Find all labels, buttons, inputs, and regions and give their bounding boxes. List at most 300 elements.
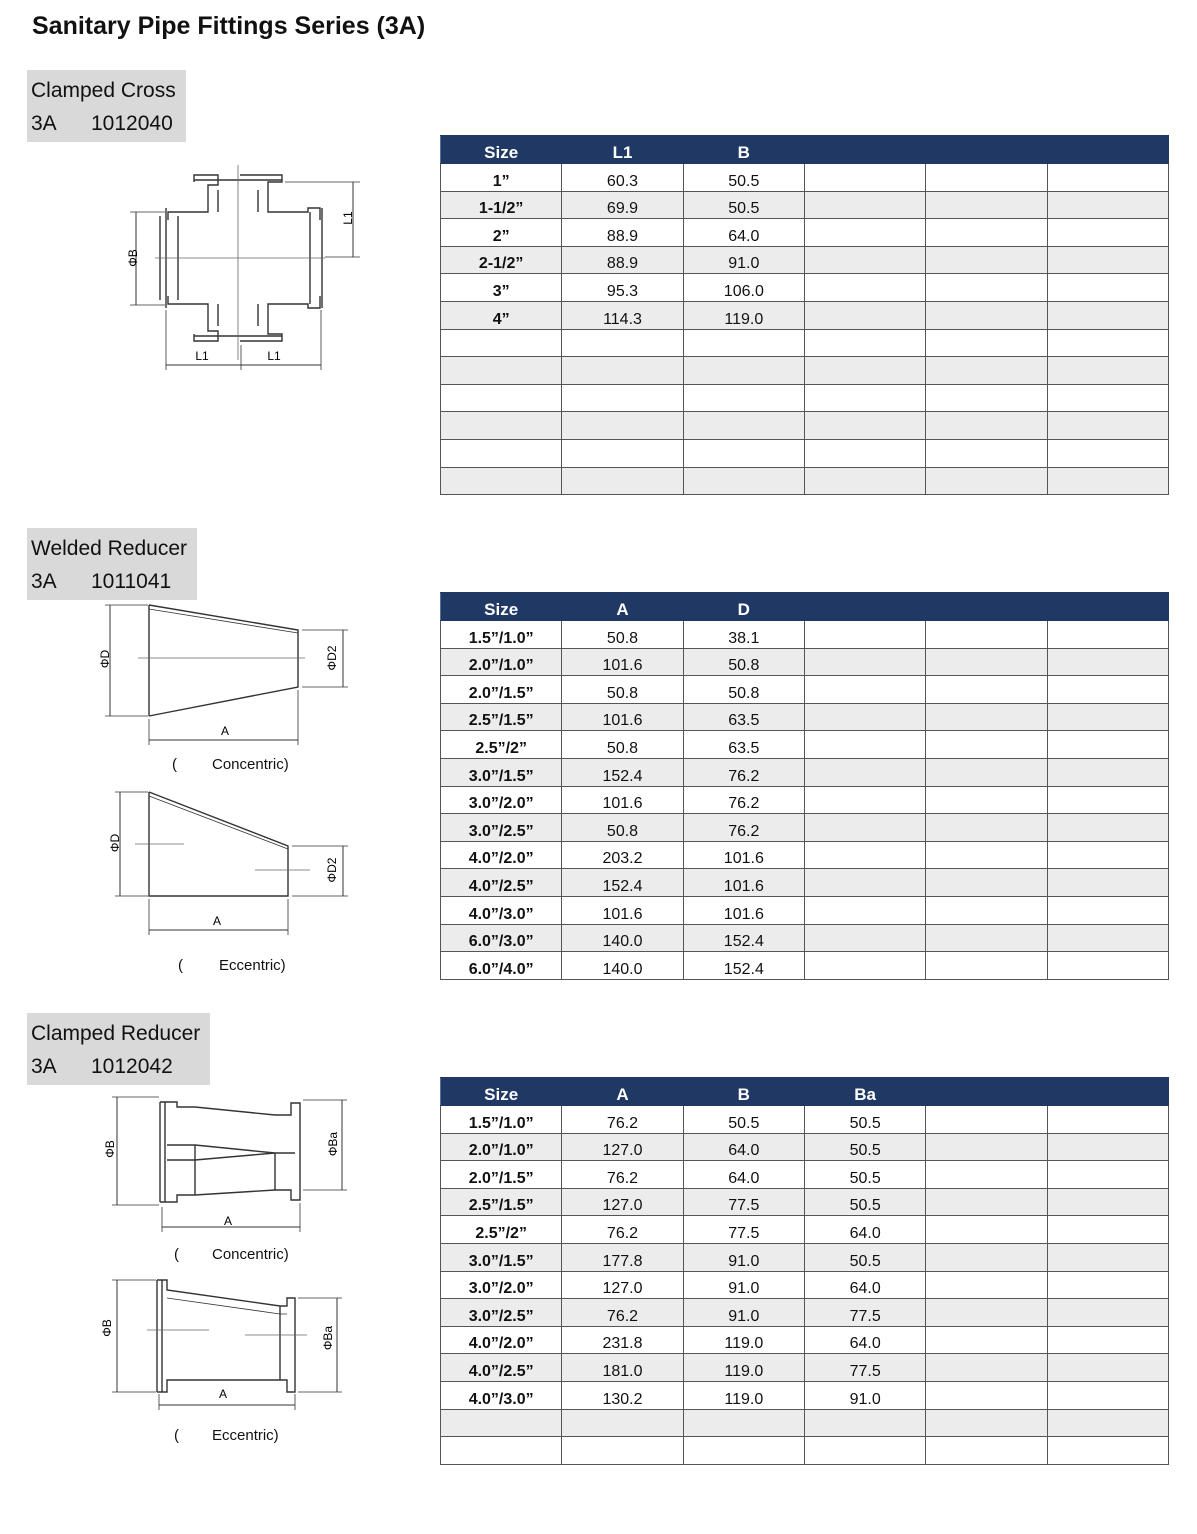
value-cell [1047,814,1168,842]
value-cell: 64.0 [683,1161,804,1189]
value-cell: 119.0 [683,1326,804,1354]
size-cell: 1-1/2” [441,191,562,219]
value-cell [926,439,1047,467]
value-cell [1047,703,1168,731]
value-cell [804,621,925,649]
dim-a-label: A [218,1387,228,1401]
product-code: 1012040 [91,112,173,135]
value-cell [926,1326,1047,1354]
caption-paren: ( [172,756,177,773]
value-cell [926,1216,1047,1244]
table-row [441,274,1169,302]
size-cell: 1.5”/1.0” [441,1106,562,1134]
value-cell: 127.0 [562,1271,683,1299]
value-cell: 76.2 [562,1106,683,1134]
table-row [441,1381,1169,1409]
value-cell [804,301,925,329]
value-cell [804,274,925,302]
value-cell [804,439,925,467]
value-cell: 152.4 [683,924,804,952]
caption-eccentric: Eccentric) [212,1427,279,1444]
value-cell [804,1409,925,1437]
size-cell [441,1437,562,1465]
value-cell [926,924,1047,952]
value-cell [926,703,1047,731]
column-header: A [562,1078,683,1106]
column-header [1047,1078,1168,1106]
size-cell: 2.5”/2” [441,1216,562,1244]
table-row [441,1271,1169,1299]
value-cell [1047,786,1168,814]
value-cell [926,758,1047,786]
size-cell: 4” [441,301,562,329]
value-cell [926,357,1047,385]
size-cell [441,412,562,440]
value-cell [1047,952,1168,980]
value-cell [926,191,1047,219]
table-row [441,219,1169,247]
size-cell: 2.5”/1.5” [441,1188,562,1216]
value-cell [804,786,925,814]
table-row [441,1216,1169,1244]
size-cell: 3.0”/1.5” [441,1243,562,1271]
dim-l1-vertical-label: L1 [341,211,355,225]
value-cell [804,703,925,731]
value-cell [926,1133,1047,1161]
table-row [441,814,1169,842]
size-cell [441,357,562,385]
value-cell: 152.4 [562,758,683,786]
table-header-row [441,136,1169,164]
table-row [441,246,1169,274]
value-cell: 114.3 [562,301,683,329]
value-cell [562,384,683,412]
table-row [441,1161,1169,1189]
value-cell: 177.8 [562,1243,683,1271]
value-cell [1047,1299,1168,1327]
value-cell: 181.0 [562,1354,683,1382]
value-cell [926,1381,1047,1409]
value-cell [926,952,1047,980]
value-cell [926,329,1047,357]
table-row [441,329,1169,357]
value-cell [804,357,925,385]
value-cell [926,1161,1047,1189]
size-cell: 2.5”/1.5” [441,703,562,731]
column-header: L1 [562,136,683,164]
size-cell: 4.0”/2.0” [441,841,562,869]
value-cell: 50.5 [804,1133,925,1161]
value-cell [683,1409,804,1437]
table-row [441,1133,1169,1161]
caption-paren: ( [174,1246,179,1263]
value-cell [1047,1161,1168,1189]
value-cell: 203.2 [562,841,683,869]
section-code-line [31,1050,200,1083]
dim-ba-label: ΦBa [326,1131,340,1157]
value-cell [683,329,804,357]
value-cell: 50.5 [683,1106,804,1134]
value-cell: 69.9 [562,191,683,219]
size-cell [441,384,562,412]
welded-reducer-table [440,592,1169,980]
table-row [441,952,1169,980]
value-cell [1047,1326,1168,1354]
value-cell: 140.0 [562,952,683,980]
table-row [441,896,1169,924]
value-cell: 91.0 [683,1243,804,1271]
column-header: B [683,1078,804,1106]
value-cell [1047,924,1168,952]
section-label-welded-reducer [27,528,197,600]
dim-b-label: ΦB [100,1319,114,1337]
clamped-reducer-concentric-drawing [95,1085,355,1235]
welded-reducer-eccentric-drawing [100,787,360,937]
column-header [804,593,925,621]
value-cell [1047,731,1168,759]
value-cell: 88.9 [562,219,683,247]
value-cell [926,814,1047,842]
size-cell: 2.0”/1.0” [441,648,562,676]
value-cell [926,467,1047,495]
value-cell: 127.0 [562,1188,683,1216]
caption-paren: ( [174,1427,179,1444]
value-cell [562,412,683,440]
size-cell: 3.0”/2.5” [441,814,562,842]
value-cell: 106.0 [683,274,804,302]
value-cell [1047,439,1168,467]
value-cell [1047,219,1168,247]
value-cell: 50.5 [804,1161,925,1189]
clamped-cross-table [440,135,1169,495]
value-cell: 101.6 [683,896,804,924]
value-cell: 63.5 [683,703,804,731]
value-cell: 64.0 [683,1133,804,1161]
value-cell: 63.5 [683,731,804,759]
series-label: 3A [31,112,57,135]
value-cell [562,357,683,385]
table-row [441,841,1169,869]
dim-a-label: A [220,724,230,738]
table-row [441,191,1169,219]
value-cell [926,1354,1047,1382]
size-cell: 3.0”/2.0” [441,1271,562,1299]
value-cell [804,219,925,247]
table-row [441,924,1169,952]
table-row [441,786,1169,814]
dim-ba-label: ΦBa [321,1325,335,1351]
table-row [441,648,1169,676]
value-cell: 91.0 [683,1271,804,1299]
value-cell [683,357,804,385]
table-row [441,467,1169,495]
value-cell [1047,329,1168,357]
value-cell [562,1437,683,1465]
table-row [441,758,1169,786]
clamped-reducer-eccentric-drawing [95,1270,355,1415]
clamped-cross-drawing [110,160,370,375]
value-cell [1047,191,1168,219]
welded-reducer-concentric-drawing [90,597,360,747]
table-row [441,1299,1169,1327]
value-cell [926,1271,1047,1299]
size-cell: 1” [441,164,562,192]
table-row [441,869,1169,897]
value-cell [926,841,1047,869]
size-cell: 4.0”/2.0” [441,1326,562,1354]
value-cell: 119.0 [683,301,804,329]
value-cell [926,164,1047,192]
table-row [441,357,1169,385]
value-cell [804,246,925,274]
value-cell [804,329,925,357]
value-cell: 50.8 [683,676,804,704]
value-cell [1047,384,1168,412]
value-cell: 76.2 [562,1161,683,1189]
value-cell: 130.2 [562,1381,683,1409]
value-cell [926,246,1047,274]
value-cell: 77.5 [804,1354,925,1382]
value-cell [804,731,925,759]
size-cell [441,1409,562,1437]
value-cell [1047,1133,1168,1161]
value-cell [926,1188,1047,1216]
value-cell: 76.2 [683,786,804,814]
dim-a-label: A [223,1214,233,1228]
value-cell: 60.3 [562,164,683,192]
value-cell [926,676,1047,704]
value-cell [1047,1271,1168,1299]
value-cell [1047,1243,1168,1271]
size-cell [441,439,562,467]
dim-l1-left-label: L1 [195,349,209,363]
column-header [804,136,925,164]
column-header [1047,593,1168,621]
value-cell [926,621,1047,649]
size-cell: 3.0”/1.5” [441,758,562,786]
value-cell: 64.0 [683,219,804,247]
value-cell: 152.4 [683,952,804,980]
value-cell: 101.6 [562,896,683,924]
value-cell [804,191,925,219]
caption-concentric: Concentric) [212,1246,289,1263]
value-cell [1047,676,1168,704]
column-header: D [683,593,804,621]
value-cell [926,301,1047,329]
dim-d2-label: ΦD2 [325,645,339,671]
table-row [441,412,1169,440]
value-cell [804,384,925,412]
column-header: Size [441,593,562,621]
dim-l1-right-label: L1 [267,349,281,363]
value-cell: 91.0 [683,1299,804,1327]
size-cell: 3.0”/2.0” [441,786,562,814]
value-cell: 91.0 [683,246,804,274]
caption-concentric: Concentric) [212,756,289,773]
value-cell [1047,1188,1168,1216]
size-cell: 3.0”/2.5” [441,1299,562,1327]
size-cell: 4.0”/3.0” [441,1381,562,1409]
section-code-line [31,107,176,140]
size-cell: 2.5”/2” [441,731,562,759]
value-cell [1047,896,1168,924]
value-cell [1047,1409,1168,1437]
value-cell: 76.2 [683,814,804,842]
value-cell [804,952,925,980]
value-cell: 50.8 [562,676,683,704]
value-cell: 76.2 [562,1299,683,1327]
value-cell: 101.6 [562,786,683,814]
size-cell: 2” [441,219,562,247]
value-cell [926,869,1047,897]
size-cell [441,467,562,495]
column-header: B [683,136,804,164]
table-row [441,676,1169,704]
value-cell [1047,164,1168,192]
size-cell [441,329,562,357]
column-header: A [562,593,683,621]
value-cell: 95.3 [562,274,683,302]
table-row [441,301,1169,329]
value-cell [804,1437,925,1465]
table-row [441,703,1169,731]
dim-d2-label: ΦD2 [325,857,339,883]
table-row [441,164,1169,192]
value-cell [562,329,683,357]
value-cell [804,896,925,924]
value-cell: 231.8 [562,1326,683,1354]
value-cell: 101.6 [562,703,683,731]
table-row [441,384,1169,412]
value-cell: 101.6 [683,869,804,897]
value-cell [926,896,1047,924]
size-cell: 3” [441,274,562,302]
table-row [441,1409,1169,1437]
value-cell [1047,274,1168,302]
value-cell: 91.0 [804,1381,925,1409]
value-cell [1047,1381,1168,1409]
value-cell [926,1106,1047,1134]
value-cell [562,439,683,467]
product-code: 1011041 [91,570,172,593]
value-cell [926,274,1047,302]
value-cell [926,1437,1047,1465]
value-cell: 38.1 [683,621,804,649]
series-label: 3A [31,1055,57,1078]
value-cell [683,439,804,467]
value-cell: 50.5 [683,164,804,192]
table-row [441,731,1169,759]
size-cell: 6.0”/3.0” [441,924,562,952]
table-row [441,1437,1169,1465]
value-cell [804,676,925,704]
size-cell: 6.0”/4.0” [441,952,562,980]
value-cell: 64.0 [804,1271,925,1299]
section-label-clamped-reducer [27,1013,210,1085]
table-row [441,621,1169,649]
value-cell: 50.5 [804,1106,925,1134]
table-row [441,1354,1169,1382]
value-cell [683,412,804,440]
value-cell [683,1437,804,1465]
value-cell [804,164,925,192]
value-cell [926,1409,1047,1437]
value-cell: 64.0 [804,1326,925,1354]
page-title: Sanitary Pipe Fittings Series (3A) [32,12,426,40]
table-row [441,1106,1169,1134]
table-row [441,1243,1169,1271]
value-cell: 50.8 [683,648,804,676]
value-cell: 50.8 [562,621,683,649]
size-cell: 2-1/2” [441,246,562,274]
product-code: 1012042 [91,1055,173,1078]
value-cell: 88.9 [562,246,683,274]
value-cell [1047,467,1168,495]
value-cell [1047,357,1168,385]
value-cell [926,412,1047,440]
value-cell [1047,621,1168,649]
value-cell: 50.5 [804,1188,925,1216]
column-header: Ba [804,1078,925,1106]
column-header [926,1078,1047,1106]
value-cell [683,467,804,495]
value-cell [926,219,1047,247]
value-cell [1047,648,1168,676]
dim-b-label: ΦB [126,249,140,267]
value-cell [804,412,925,440]
value-cell [1047,412,1168,440]
series-label: 3A [31,570,57,593]
value-cell [804,814,925,842]
size-cell: 2.0”/1.5” [441,1161,562,1189]
value-cell: 50.8 [562,814,683,842]
column-header: Size [441,136,562,164]
value-cell [1047,1216,1168,1244]
size-cell: 1.5”/1.0” [441,621,562,649]
value-cell: 76.2 [683,758,804,786]
value-cell [926,786,1047,814]
value-cell [1047,758,1168,786]
value-cell [1047,1354,1168,1382]
column-header [926,136,1047,164]
value-cell: 77.5 [804,1299,925,1327]
value-cell [1047,1106,1168,1134]
column-header [926,593,1047,621]
table-header-row [441,1078,1169,1106]
size-cell: 2.0”/1.0” [441,1133,562,1161]
caption-eccentric: Eccentric) [219,957,286,974]
dim-a-label: A [212,914,222,928]
value-cell [1047,869,1168,897]
value-cell: 101.6 [683,841,804,869]
table-row [441,1326,1169,1354]
value-cell [562,1409,683,1437]
value-cell [804,869,925,897]
value-cell: 77.5 [683,1188,804,1216]
value-cell [1047,841,1168,869]
value-cell: 50.5 [804,1243,925,1271]
value-cell [926,648,1047,676]
value-cell [804,648,925,676]
value-cell: 50.8 [562,731,683,759]
value-cell [926,384,1047,412]
dim-d-label: ΦD [98,649,112,669]
value-cell: 152.4 [562,869,683,897]
value-cell [683,384,804,412]
value-cell [562,467,683,495]
section-label-clamped-cross [27,70,186,142]
table-row [441,1188,1169,1216]
